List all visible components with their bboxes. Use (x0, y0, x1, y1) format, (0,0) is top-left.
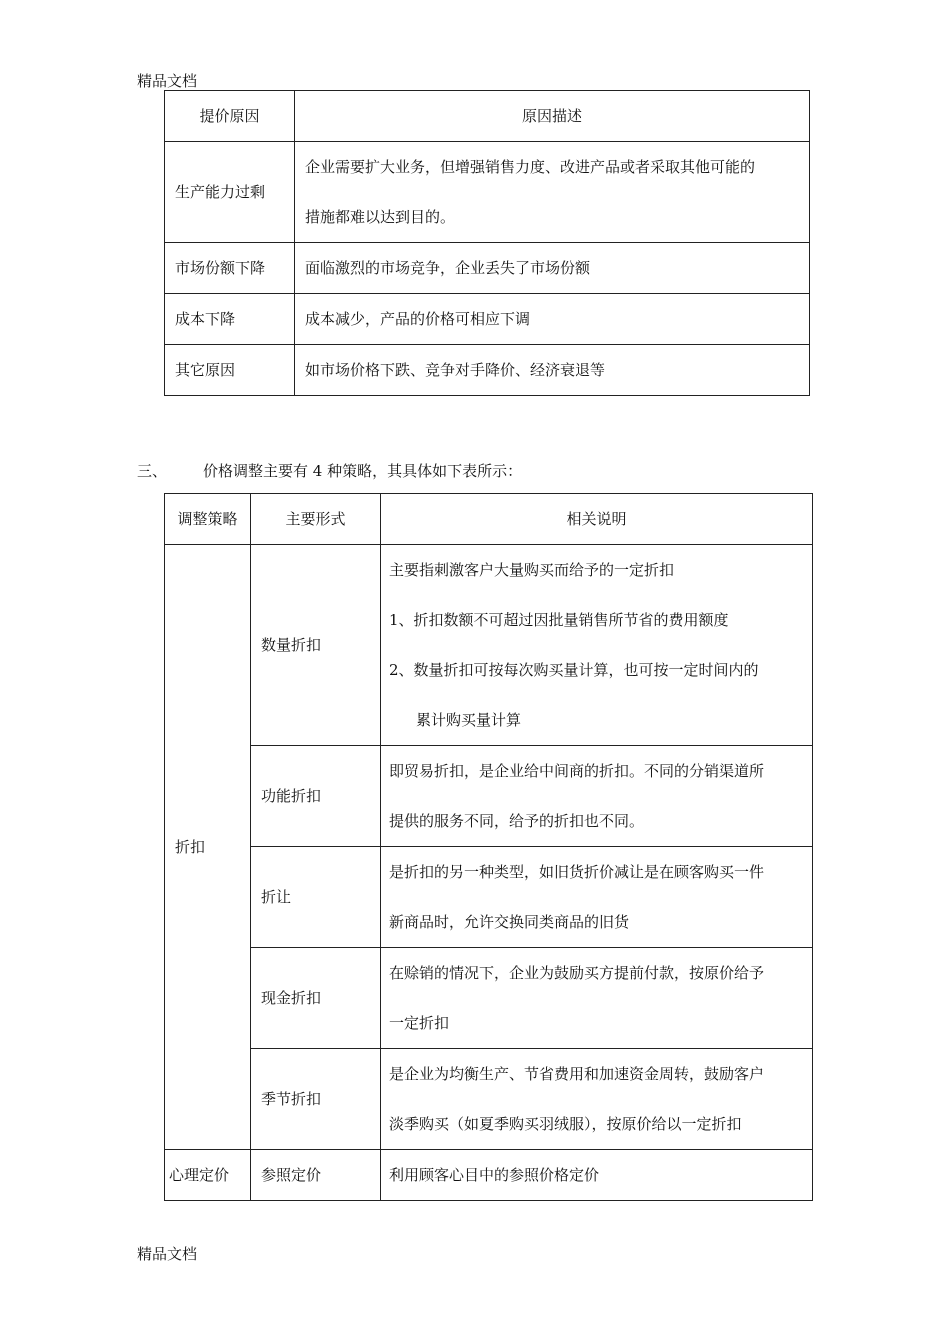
description-line: 在赊销的情况下，企业为鼓励买方提前付款，按原价给予 (389, 964, 765, 982)
description-cell: 利用顾客心目中的参照价格定价 (381, 1150, 813, 1201)
table-row (165, 1150, 813, 1201)
column-header: 原因描述 (295, 91, 810, 142)
description-line: 累计购买量计算 (416, 711, 522, 729)
reason-cell: 其它原因 (165, 345, 295, 396)
form-cell: 季节折扣 (251, 1049, 381, 1150)
table-row (165, 294, 810, 345)
description-cell (381, 948, 813, 1049)
table-row (165, 345, 810, 396)
strategy-cell: 心理定价 (165, 1150, 251, 1201)
column-header: 提价原因 (165, 91, 295, 142)
reason-cell: 成本下降 (165, 294, 295, 345)
page-footer: 精品文档 (137, 1245, 198, 1263)
table-row (165, 243, 810, 294)
column-header: 主要形式 (251, 494, 381, 545)
table-row (165, 1049, 813, 1150)
form-cell: 现金折扣 (251, 948, 381, 1049)
section-number: 三、 (137, 462, 168, 480)
description-line: 2、数量折扣可按每次购买量计算，也可按一定时间内的 (389, 661, 759, 679)
form-cell: 数量折扣 (251, 545, 381, 746)
description-line: 提供的服务不同，给予的折扣也不同。 (389, 812, 645, 830)
reason-cell: 市场份额下降 (165, 243, 295, 294)
table-row (165, 948, 813, 1049)
description-line: 1、折扣数额不可超过因批量销售所节省的费用额度 (389, 611, 729, 629)
column-header: 相关说明 (381, 494, 813, 545)
form-cell: 功能折扣 (251, 746, 381, 847)
description-line: 新商品时，允许交换同类商品的旧货 (389, 913, 630, 931)
price-adjustment-strategies-table (164, 493, 813, 1201)
table-row (165, 847, 813, 948)
description-cell (381, 746, 813, 847)
section-text: 价格调整主要有 4 种策略，其具体如下表所示： (203, 462, 523, 480)
table-row (165, 142, 810, 243)
description-line: 淡季购买（如夏季购买羽绒服），按原价给以一定折扣 (389, 1115, 742, 1133)
description-line: 主要指刺激客户大量购买而给予的一定折扣 (389, 561, 675, 579)
description-cell (381, 545, 813, 746)
description-line: 是企业为均衡生产、节省费用和加速资金周转，鼓励客户 (389, 1065, 765, 1083)
description-cell: 成本减少，产品的价格可相应下调 (295, 294, 810, 345)
section-heading (137, 460, 522, 481)
description-cell (295, 142, 810, 243)
description-line: 企业需要扩大业务，但增强销售力度、改进产品或者采取其他可能的 (305, 158, 756, 176)
column-header: 调整策略 (165, 494, 251, 545)
description-line: 措施都难以达到目的。 (305, 208, 456, 226)
form-cell: 参照定价 (251, 1150, 381, 1201)
page-header: 精品文档 (137, 72, 198, 90)
description-cell (381, 847, 813, 948)
price-increase-reasons-table (164, 90, 810, 396)
description-line: 是折扣的另一种类型，如旧货折价减让是在顾客购买一件 (389, 863, 765, 881)
table-row (165, 746, 813, 847)
table-row (165, 545, 813, 746)
reason-cell: 生产能力过剩 (165, 142, 295, 243)
table-header-row (165, 494, 813, 545)
strategy-cell: 折扣 (165, 545, 251, 1150)
description-cell: 如市场价格下跌、竞争对手降价、经济衰退等 (295, 345, 810, 396)
description-cell: 面临激烈的市场竞争，企业丢失了市场份额 (295, 243, 810, 294)
description-line: 即贸易折扣，是企业给中间商的折扣。不同的分销渠道所 (389, 762, 765, 780)
table-header-row (165, 91, 810, 142)
form-cell: 折让 (251, 847, 381, 948)
description-line: 一定折扣 (389, 1014, 450, 1032)
description-cell (381, 1049, 813, 1150)
